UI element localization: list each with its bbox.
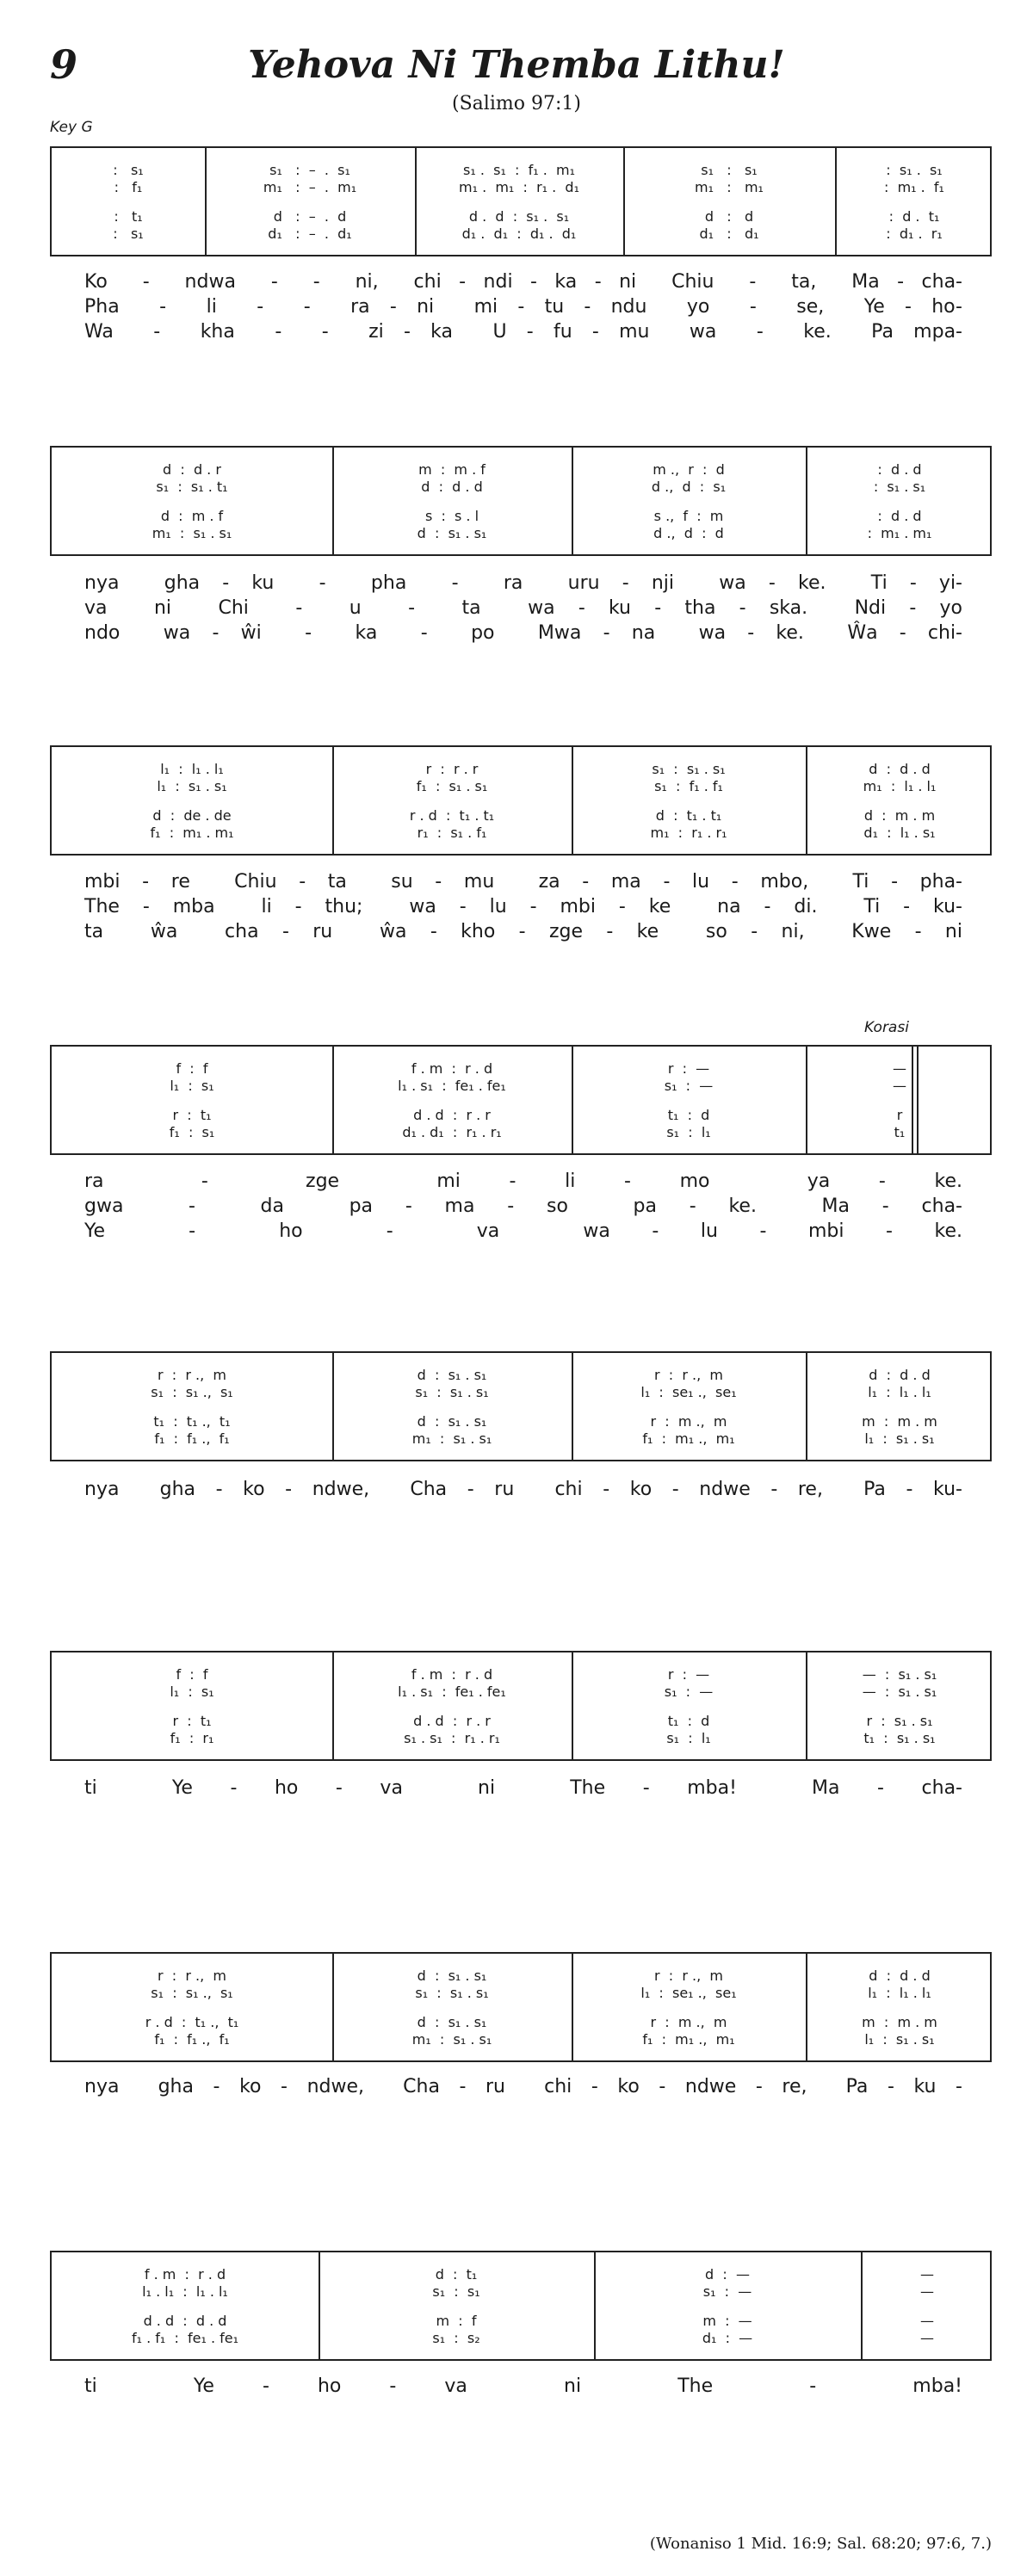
measure-notes: f₁ : m₁ ., m₁ — [642, 2031, 735, 2048]
measure-notes: s₁ : l₁ — [666, 1730, 711, 1746]
measure-notes: l₁ : se₁ ., se₁ — [640, 1384, 737, 1400]
lyric-line — [50, 896, 992, 919]
measure-notes: f₁ . f₁ : fe₁ . fe₁ — [131, 2330, 239, 2346]
measure-notes: l₁ . s₁ : fe₁ . fe₁ — [398, 1078, 506, 1094]
voice-part-row — [52, 1683, 990, 1702]
measure-notes: l₁ . s₁ : fe₁ . fe₁ — [398, 1683, 506, 1700]
voice-part-row — [52, 208, 990, 227]
measure-notes: r : — — [667, 1060, 710, 1077]
measure-notes: s₁ : s₁ . s₁ — [415, 1985, 489, 2001]
measure-notes: t₁ — [894, 1124, 906, 1140]
voice-part-row — [52, 1430, 990, 1449]
measure-notes: d₁ : l₁ . s₁ — [863, 825, 936, 841]
measure-notes: m₁ : m₁ — [695, 179, 764, 195]
measure-notes: l₁ : s₁ — [170, 1683, 214, 1700]
measure-notes: f₁ : s₁ — [169, 1124, 215, 1140]
measure-notes: m₁ : s₁ . s₁ — [152, 525, 232, 541]
lyric-line — [50, 1777, 992, 1801]
measure-notes: s₁ : s₁ . s₁ — [652, 761, 726, 777]
scripture-credit: (Wonaniso 1 Mid. 16:9; Sal. 68:20; 97:6, 7.) — [649, 2535, 992, 2553]
measure-notes: s₁ : s₁ — [701, 162, 758, 178]
measure-notes: d : s₁ . s₁ — [417, 1413, 487, 1430]
measure-notes: d : t₁ — [435, 2266, 478, 2283]
measure-notes: d ., d : s₁ — [651, 479, 727, 495]
voice-part-row — [52, 2283, 990, 2302]
measure-notes: s₁ : s₁ ., s₁ — [151, 1384, 233, 1400]
measure-notes: l₁ : l₁ . l₁ — [868, 1985, 931, 2001]
measure-notes: : f₁ — [114, 179, 143, 195]
voice-part-row — [52, 1713, 990, 1732]
measure-notes: : s₁ — [113, 225, 144, 242]
lyric-line — [50, 1171, 992, 1194]
voice-part-row — [52, 1367, 990, 1386]
measure-notes: s₁ : s₁ . t₁ — [156, 479, 228, 495]
voice-part-row — [52, 179, 990, 198]
measure-notes: f . m : r . d — [411, 1666, 493, 1683]
voice-part-row — [52, 525, 990, 544]
score-system — [50, 146, 992, 256]
measure-notes: l₁ : s₁ — [170, 1078, 214, 1094]
measure-notes: f₁ : m₁ ., m₁ — [642, 1430, 735, 1447]
measure-notes: f : f — [176, 1666, 208, 1683]
measure-notes: m : f — [436, 2313, 477, 2329]
voice-part-row — [52, 1384, 990, 1403]
measure-notes: — — [920, 2266, 934, 2283]
measure-notes: d : d . d — [869, 1968, 931, 1984]
measure-notes: r : t₁ — [172, 1107, 212, 1123]
measure-notes: s₁ . s₁ : r₁ . r₁ — [404, 1730, 500, 1746]
measure-notes: s₁ : – . s₁ — [269, 162, 350, 178]
lyric-line — [50, 1220, 992, 1244]
measure-notes: d₁ . d₁ : r₁ . r₁ — [402, 1124, 502, 1140]
voice-part-row — [52, 1107, 990, 1126]
measure-notes: l₁ : se₁ ., se₁ — [640, 1985, 737, 2001]
lyric-line — [50, 2375, 992, 2399]
measure-notes: m₁ : l₁ . l₁ — [863, 778, 937, 794]
measure-notes: d₁ : d₁ — [699, 225, 759, 242]
voice-part-row — [52, 479, 990, 497]
key-signature: Key G — [50, 119, 93, 136]
lyric-text: Pha - li - - ra - ni mi - tu - ndu yo - se, Ye - ho- — [84, 296, 962, 318]
measure-notes: s ., f : m — [653, 508, 724, 524]
measure-notes: l₁ . l₁ : l₁ . l₁ — [142, 2283, 228, 2300]
measure-notes: f₁ : s₁ . s₁ — [416, 778, 488, 794]
lyric-line — [50, 921, 992, 944]
measure-notes: m₁ : r₁ . r₁ — [650, 825, 727, 841]
measure-notes: d . d : r . r — [413, 1713, 491, 1729]
lyric-text: ra - zge mi - li - mo ya - ke. — [84, 1171, 962, 1192]
measure-notes: — — [893, 1078, 906, 1094]
voice-part-row — [52, 508, 990, 527]
measure-notes: s₁ : s₁ ., s₁ — [151, 1985, 233, 2001]
measure-notes: l₁ : s₁ . s₁ — [864, 2031, 935, 2048]
measure-notes: d . d : r . r — [413, 1107, 491, 1123]
measure-notes: d : – . d — [273, 208, 347, 225]
lyric-text: mbi - re Chiu - ta su - mu za - ma - lu - mbo, Ti - pha- — [84, 871, 962, 893]
measure-notes: : d . t₁ — [888, 208, 940, 225]
measure-notes: d : m . f — [160, 508, 224, 524]
hymn-number: 9 — [50, 41, 78, 88]
measure-notes: d . d : d . d — [143, 2313, 227, 2329]
measure-notes: d₁ . d₁ : d₁ . d₁ — [461, 225, 577, 242]
lyric-line — [50, 321, 992, 344]
voice-part-row — [52, 225, 990, 244]
measure-notes: d : s₁ . s₁ — [417, 1968, 487, 1984]
measure-notes: d : de . de — [152, 807, 232, 824]
lyric-line — [50, 271, 992, 294]
lyric-line — [50, 296, 992, 319]
measure-notes: d : d — [704, 208, 754, 225]
measure-notes: s₁ : — — [664, 1078, 714, 1094]
measure-notes: r₁ : s₁ . f₁ — [417, 825, 487, 841]
lyric-line — [50, 622, 992, 646]
lyric-text: ti Ye - ho - va ni The - mba! — [84, 2375, 962, 2397]
hymn-subtitle: (Salimo 97:1) — [452, 93, 581, 114]
measure-notes: r : r ., m — [654, 1968, 723, 1984]
lyric-line — [50, 597, 992, 621]
measure-notes: : d₁ . r₁ — [886, 225, 943, 242]
measure-notes: f . m : r . d — [144, 2266, 226, 2283]
measure-notes: r : r ., m — [158, 1968, 226, 1984]
hymn-title: Yehova Ni Themba Lithu! — [248, 43, 785, 87]
measure-notes: r : m ., m — [650, 1413, 727, 1430]
measure-notes: d : t₁ . t₁ — [655, 807, 722, 824]
lyric-text: gwa - da pa - ma - so pa - ke. Ma - cha- — [84, 1195, 962, 1217]
score-system — [50, 1952, 992, 2062]
lyric-text: ndo wa - ŵi - ka - po Mwa - na wa - ke. Ŵa - chi- — [84, 622, 962, 644]
voice-part-row — [52, 2330, 990, 2349]
measure-notes: — : s₁ . s₁ — [862, 1683, 937, 1700]
measure-notes: l₁ : s₁ . s₁ — [157, 778, 227, 794]
measure-notes: — — [920, 2330, 934, 2346]
measure-notes: : m₁ . f₁ — [884, 179, 944, 195]
measure-notes: d : d . r — [163, 461, 221, 478]
score-system — [50, 1351, 992, 1461]
measure-notes: : s₁ — [113, 162, 144, 178]
voice-part-row — [52, 162, 990, 181]
voice-part-row — [52, 1985, 990, 2004]
measure-notes: m : m . f — [418, 461, 486, 478]
measure-notes: r : r ., m — [158, 1367, 226, 1383]
lyric-text: Ko - ndwa - - ni, chi - ndi - ka - ni Chiu - ta, Ma - cha- — [84, 271, 962, 293]
measure-notes: d : d . d — [869, 761, 931, 777]
lyric-text: ta ŵa cha - ru ŵa - kho - zge - ke so - ni, Kwe - ni — [84, 921, 962, 942]
measure-notes: d₁ : — — [702, 2330, 753, 2346]
measure-notes: m ., r : d — [653, 461, 725, 478]
measure-notes: m₁ : – . m₁ — [263, 179, 357, 195]
measure-notes: s₁ . s₁ : f₁ . m₁ — [463, 162, 575, 178]
score-system — [50, 1651, 992, 1761]
measure-notes: t₁ : t₁ ., t₁ — [153, 1413, 231, 1430]
measure-notes: f₁ : r₁ — [170, 1730, 214, 1746]
voice-part-row — [52, 807, 990, 826]
measure-notes: t₁ : d — [667, 1107, 710, 1123]
measure-notes: — — [920, 2313, 934, 2329]
measure-notes: — — [893, 1060, 906, 1077]
measure-notes: r — [896, 1107, 903, 1123]
measure-notes: s₁ : l₁ — [666, 1124, 711, 1140]
voice-part-row — [52, 778, 990, 797]
measure-notes: m : m . m — [862, 2014, 937, 2030]
measure-notes: : s₁ . s₁ — [886, 162, 943, 178]
measure-notes: s₁ : s₁ . s₁ — [415, 1384, 489, 1400]
lyric-line — [50, 2076, 992, 2099]
voice-part-row — [52, 1078, 990, 1096]
measure-notes: f₁ : f₁ ., f₁ — [154, 2031, 230, 2048]
voice-part-row — [52, 1124, 990, 1143]
measure-notes: r : s₁ . s₁ — [866, 1713, 933, 1729]
measure-notes: s₁ : s₂ — [432, 2330, 480, 2346]
measure-notes: f₁ : m₁ . m₁ — [150, 825, 234, 841]
measure-notes: r : r . r — [425, 761, 479, 777]
measure-notes: t₁ : d — [667, 1713, 710, 1729]
measure-notes: : d . d — [877, 461, 922, 478]
lyric-text: va ni Chi - u - ta wa - ku - tha - ska. Ndi - yo — [84, 597, 962, 619]
chorus-label: Korasi — [864, 1019, 909, 1036]
measure-notes: — — [920, 2283, 934, 2300]
measure-notes: d : m . m — [863, 807, 936, 824]
measure-notes: d : d . d — [869, 1367, 931, 1383]
measure-notes: d : — — [705, 2266, 750, 2283]
lyric-line — [50, 572, 992, 596]
measure-notes: d : s₁ . s₁ — [417, 525, 487, 541]
score-system — [50, 2251, 992, 2361]
measure-notes: : m₁ . m₁ — [867, 525, 932, 541]
score-system — [50, 745, 992, 856]
measure-notes: s₁ : — — [702, 2283, 752, 2300]
voice-part-row — [52, 1413, 990, 1432]
measure-notes: s : s . l — [424, 508, 479, 524]
lyric-text: nya gha - ku - pha - ra uru - nji wa - ke. Ti - yi- — [84, 572, 962, 594]
measure-notes: l₁ : s₁ . s₁ — [864, 1430, 935, 1447]
measure-notes: r : — — [667, 1666, 710, 1683]
measure-notes: s₁ : s₁ — [432, 2283, 480, 2300]
lyric-line — [50, 1479, 992, 1502]
measure-notes: m₁ . m₁ : r₁ . d₁ — [459, 179, 579, 195]
measure-notes: r . d : t₁ ., t₁ — [145, 2014, 239, 2030]
measure-notes: t₁ : s₁ . s₁ — [863, 1730, 936, 1746]
measure-notes: r : r ., m — [654, 1367, 723, 1383]
lyric-text: ti Ye - ho - va ni The - mba! Ma - cha- — [84, 1777, 962, 1799]
voice-part-row — [52, 825, 990, 843]
measure-notes: f . m : r . d — [411, 1060, 493, 1077]
measure-notes: r . d : t₁ . t₁ — [409, 807, 495, 824]
measure-notes: d : s₁ . s₁ — [417, 1367, 487, 1383]
lyric-text: The - mba li - thu; wa - lu - mbi - ke na - di. Ti - ku- — [84, 896, 962, 917]
measure-notes: : s₁ . s₁ — [873, 479, 926, 495]
measure-notes: l₁ : l₁ . l₁ — [868, 1384, 931, 1400]
voice-part-row — [52, 1666, 990, 1685]
measure-notes: d . d : s₁ . s₁ — [468, 208, 570, 225]
measure-notes: m : m . m — [862, 1413, 937, 1430]
measure-notes: m₁ : s₁ . s₁ — [411, 2031, 492, 2048]
lyric-text: Wa - kha - - zi - ka U - fu - mu wa - ke. Pa mpa- — [84, 321, 962, 343]
measure-notes: : d . d — [877, 508, 922, 524]
voice-part-row — [52, 2266, 990, 2285]
measure-notes: d : d . d — [421, 479, 483, 495]
voice-part-row — [52, 1060, 990, 1079]
measure-notes: r : m ., m — [650, 2014, 727, 2030]
lyric-text: nya gha - ko - ndwe, Cha - ru chi - ko - ndwe - re, Pa - ku - — [84, 2076, 962, 2097]
measure-notes: d₁ : – . d₁ — [268, 225, 352, 242]
measure-notes: : t₁ — [114, 208, 143, 225]
lyric-line — [50, 871, 992, 894]
lyric-text: Ye - ho - va wa - lu - mbi - ke. — [84, 1220, 962, 1242]
measure-notes: f : f — [176, 1060, 208, 1077]
score-system — [50, 446, 992, 556]
measure-notes: m : — — [702, 2313, 752, 2329]
measure-notes: d ., d : d — [653, 525, 724, 541]
measure-notes: f₁ : f₁ ., f₁ — [154, 1430, 230, 1447]
measure-notes: m₁ : s₁ . s₁ — [411, 1430, 492, 1447]
voice-part-row — [52, 2014, 990, 2033]
voice-part-row — [52, 1730, 990, 1749]
measure-notes: r : t₁ — [172, 1713, 212, 1729]
lyric-text: nya gha - ko - ndwe, Cha - ru chi - ko - ndwe - re, Pa - ku- — [84, 1479, 962, 1500]
score-system — [50, 1045, 992, 1155]
voice-part-row — [52, 461, 990, 480]
measure-notes: — : s₁ . s₁ — [862, 1666, 937, 1683]
measure-notes: s₁ : f₁ . f₁ — [654, 778, 723, 794]
voice-part-row — [52, 2031, 990, 2050]
voice-part-row — [52, 761, 990, 780]
measure-notes: d : s₁ . s₁ — [417, 2014, 487, 2030]
voice-part-row — [52, 1968, 990, 1986]
measure-notes: s₁ : — — [664, 1683, 714, 1700]
voice-part-row — [52, 2313, 990, 2332]
measure-notes: l₁ : l₁ . l₁ — [160, 761, 224, 777]
lyric-line — [50, 1195, 992, 1219]
